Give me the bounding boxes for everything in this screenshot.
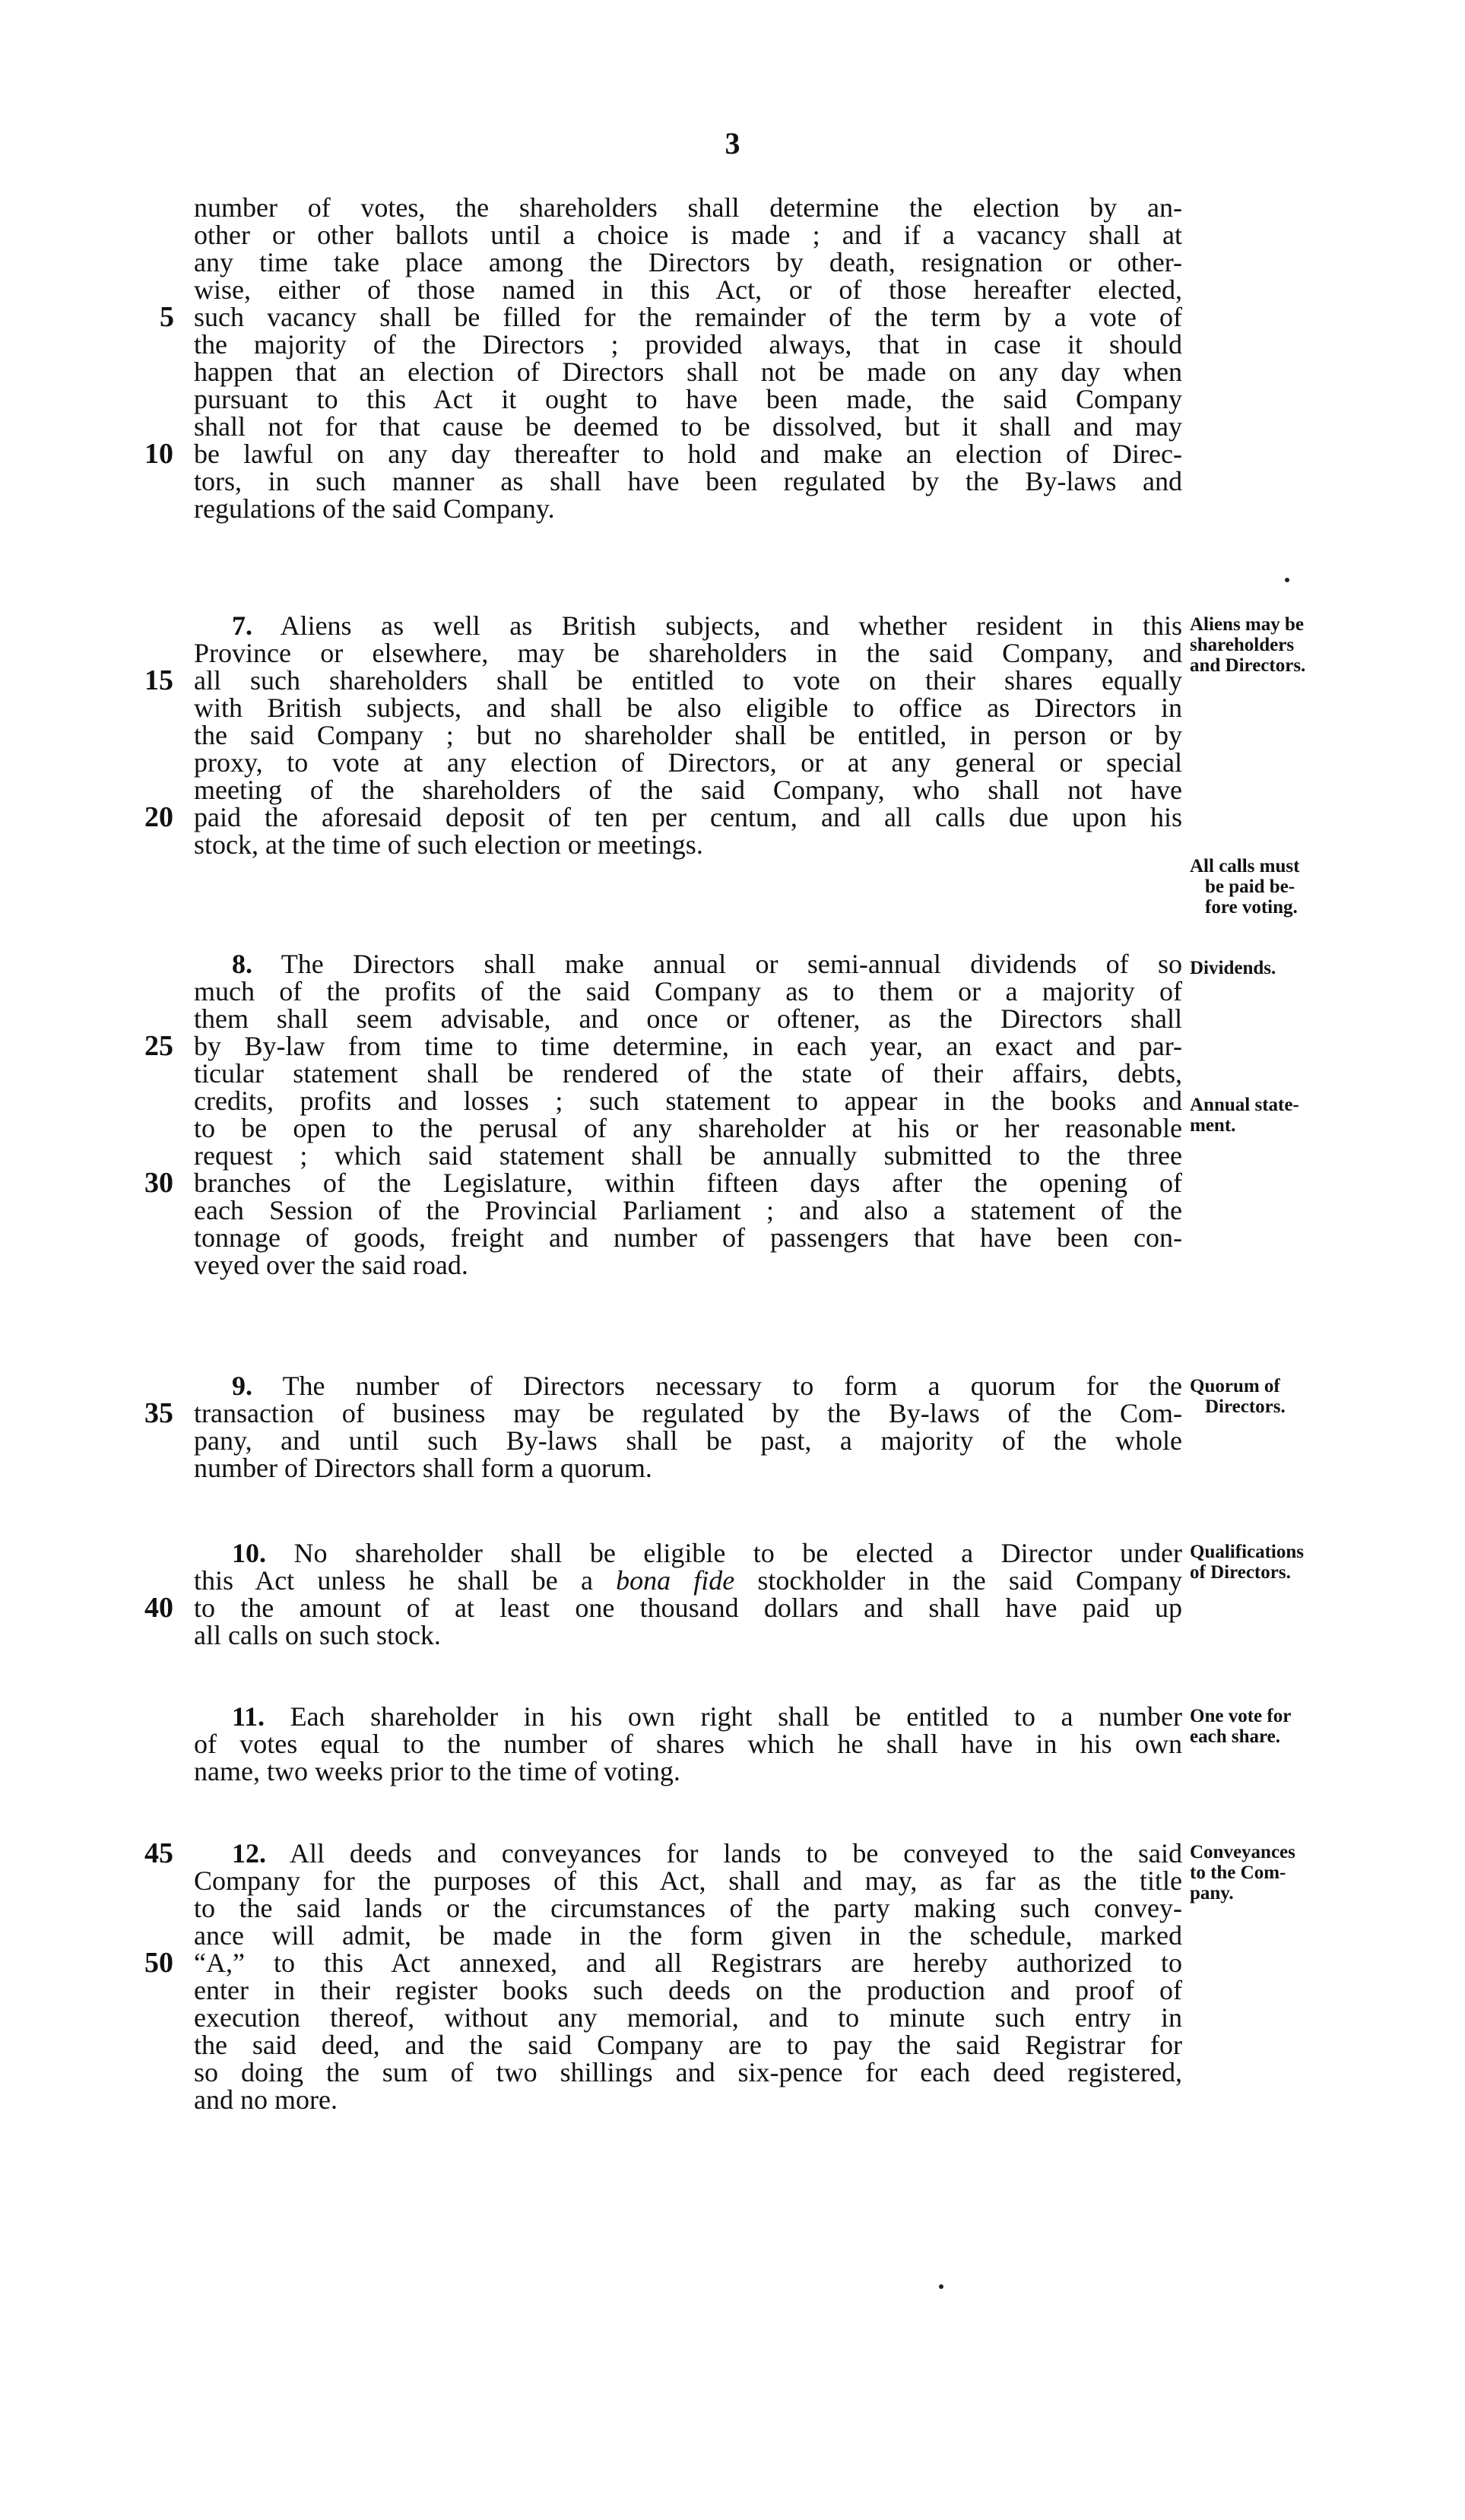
text-line: by By-law from time to time determine, in each year, an exact and par- <box>194 1031 1182 1061</box>
side-note-line: One vote for <box>1190 1706 1292 1726</box>
text-line: proxy, to vote at any election of Directors, or at any general or special <box>194 747 1182 778</box>
page-number: 3 <box>725 126 740 160</box>
text-line: much of the profits of the said Company as to them or a majority of <box>194 976 1182 1006</box>
side-note-line: Directors. <box>1205 1396 1286 1417</box>
section-7 <box>194 612 1182 858</box>
line-number: 40 <box>144 1592 173 1624</box>
text-line: transaction of business may be regulated by the By-laws of the Com- <box>194 1398 1182 1428</box>
side-note-line: be paid be- <box>1205 876 1295 897</box>
text-line: pany, and until such By-laws shall be past, a majority of the whole <box>194 1425 1182 1456</box>
side-note-line: each share. <box>1190 1726 1280 1747</box>
text-line: credits, profits and losses ; such statement to appear in the books and <box>194 1086 1182 1116</box>
section-number: 10. <box>232 1538 266 1568</box>
text-line: to the amount of at least one thousand dollars and shall have paid up <box>194 1593 1182 1623</box>
print-speck <box>939 2284 943 2289</box>
text-line: such vacancy shall be filled for the remainder of the term by a vote of <box>194 302 1182 332</box>
text-line: all such shareholders shall be entitled to vote on their shares equally <box>194 665 1182 696</box>
side-note-one-vote <box>1190 1706 1342 1747</box>
line-number: 50 <box>144 1947 173 1979</box>
text-line: tonnage of goods, freight and number of passengers that have been con- <box>194 1222 1182 1253</box>
side-note-aliens <box>1190 614 1342 676</box>
section-number: 11. <box>232 1701 265 1732</box>
text-line: number of votes, the shareholders shall determine the election by an- <box>194 192 1182 223</box>
text-line: meeting of the shareholders of the said Company, who shall not have <box>194 775 1182 805</box>
line-number: 5 <box>160 301 174 333</box>
section-12 <box>194 1840 1182 2113</box>
line-number: 45 <box>144 1837 173 1869</box>
side-note-line: Dividends. <box>1190 958 1276 978</box>
section-9 <box>194 1372 1182 1482</box>
line-number: 15 <box>144 664 173 696</box>
section-8 <box>194 950 1182 1279</box>
text-line: with British subjects, and shall be also eligible to office as Directors in <box>194 693 1182 723</box>
text-line: all calls on such stock. <box>194 1620 441 1650</box>
side-note-line: All calls must <box>1190 856 1300 876</box>
text-line: ance will admit, be made in the form given in the schedule, marked <box>194 1920 1182 1951</box>
text-line: 10. No shareholder shall be eligible to be elected a Director under <box>232 1538 1183 1568</box>
section-11 <box>194 1703 1182 1785</box>
side-note-line: to the Com- <box>1190 1862 1286 1883</box>
text-line: wise, either of those named in this Act, or of those hereafter elected, <box>194 274 1182 305</box>
text-line: be lawful on any day thereafter to hold and make an election of Direc- <box>194 439 1182 469</box>
text-line: branches of the Legislature, within fifteen days after the opening of <box>194 1168 1182 1198</box>
side-note-line: of Directors. <box>1190 1562 1291 1583</box>
text-line: stock, at the time of such election or meetings. <box>194 829 703 860</box>
text-line: 9. The number of Directors necessary to form a quorum for the <box>232 1371 1182 1401</box>
text-line: and no more. <box>194 2084 338 2115</box>
text-line: execution thereof, without any memorial, and to minute such entry in <box>194 2002 1182 2033</box>
text-line: each Session of the Provincial Parliament ; and also a statement of the <box>194 1195 1182 1225</box>
text-line: tors, in such manner as shall have been regulated by the By-laws and <box>194 466 1182 496</box>
text-line: paid the aforesaid deposit of ten per centum, and all calls due upon his <box>194 802 1182 832</box>
side-note-line: pany. <box>1190 1883 1234 1903</box>
text-line: the majority of the Directors ; provided always, that in case it should <box>194 329 1182 360</box>
line-number: 30 <box>144 1167 173 1199</box>
line-number: 20 <box>144 801 173 833</box>
text-line: pursuant to this Act it ought to have been made, the said Company <box>194 384 1182 414</box>
side-note-line: fore voting. <box>1205 897 1298 918</box>
text-line: other or other ballots until a choice is made ; and if a vacancy shall at <box>194 220 1182 250</box>
print-speck <box>1285 578 1289 582</box>
side-note-conveyances <box>1190 1842 1342 1903</box>
side-note-line: Annual state- <box>1190 1095 1299 1115</box>
text-line: 7. Aliens as well as British subjects, and whether resident in this <box>232 610 1183 641</box>
text-line: Company for the purposes of this Act, shall and may, as far as the title <box>194 1865 1182 1896</box>
side-note-line: Conveyances <box>1190 1842 1295 1862</box>
text-line: to be open to the perusal of any shareholder at his or her reasonable <box>194 1113 1182 1143</box>
text-line: 12. All deeds and conveyances for lands to be conveyed to the said <box>232 1838 1182 1869</box>
text-line: “A,” to this Act annexed, and all Registrars are hereby authorized to <box>194 1948 1182 1978</box>
side-note-line: Qualifications <box>1190 1542 1305 1562</box>
side-note-annual-statement <box>1190 1095 1342 1136</box>
side-note-calls <box>1190 856 1342 918</box>
side-note-dividends <box>1190 958 1342 978</box>
text-line: of votes equal to the number of shares which he shall have in his own <box>194 1729 1182 1759</box>
text-line: enter in their register books such deeds on the production and proof of <box>194 1975 1182 2005</box>
text-line: ticular statement shall be rendered of the state of their affairs, debts, <box>194 1058 1182 1089</box>
section-10 <box>194 1539 1182 1649</box>
text-line: regulations of the said Company. <box>194 493 555 524</box>
paragraph-continuation <box>194 194 1182 522</box>
side-note-qualifications <box>1190 1542 1342 1583</box>
side-note-line: Quorum of <box>1190 1376 1280 1396</box>
side-note-line: and Directors. <box>1190 655 1306 676</box>
text-line: the said Company ; but no shareholder shall be entitled, in person or by <box>194 720 1182 750</box>
text-line: 8. The Directors shall make annual or semi-annual dividends of so <box>232 949 1182 979</box>
text-line: name, two weeks prior to the time of voting. <box>194 1756 680 1786</box>
text-line: so doing the sum of two shillings and six-pence for each deed registered, <box>194 2057 1182 2087</box>
line-number: 35 <box>144 1397 173 1429</box>
text-line: the said deed, and the said Company are to pay the said Registrar for <box>194 2030 1182 2060</box>
line-number: 25 <box>144 1030 173 1062</box>
side-note-quorum <box>1190 1376 1342 1417</box>
text-line: any time take place among the Directors by death, resignation or other- <box>194 247 1182 277</box>
side-note-line: ment. <box>1190 1115 1236 1136</box>
text-line: to the said lands or the circumstances of the party making such convey- <box>194 1893 1182 1923</box>
section-number: 7. <box>232 610 252 641</box>
text-line: request ; which said statement shall be annually submitted to the three <box>194 1140 1182 1171</box>
section-number: 12. <box>232 1838 266 1869</box>
text-line: veyed over the said road. <box>194 1250 468 1280</box>
text-line: 11. Each shareholder in his own right shall be entitled to a number <box>232 1701 1183 1732</box>
line-number: 10 <box>144 438 173 470</box>
text-line: Province or elsewhere, may be shareholders in the said Company, and <box>194 638 1182 668</box>
text-line: this Act unless he shall be a bona fide stockholder in the said Company <box>194 1565 1182 1596</box>
text-line: number of Directors shall form a quorum. <box>194 1453 652 1483</box>
section-number: 9. <box>232 1371 252 1401</box>
text-line: shall not for that cause be deemed to be dissolved, but it shall and may <box>194 411 1182 442</box>
section-number: 8. <box>232 949 252 979</box>
text-line: happen that an election of Directors shall not be made on any day when <box>194 357 1182 387</box>
side-note-line: shareholders <box>1190 635 1295 655</box>
side-note-line: Aliens may be <box>1190 614 1304 635</box>
text-line: them shall seem advisable, and once or oftener, as the Directors shall <box>194 1003 1182 1034</box>
